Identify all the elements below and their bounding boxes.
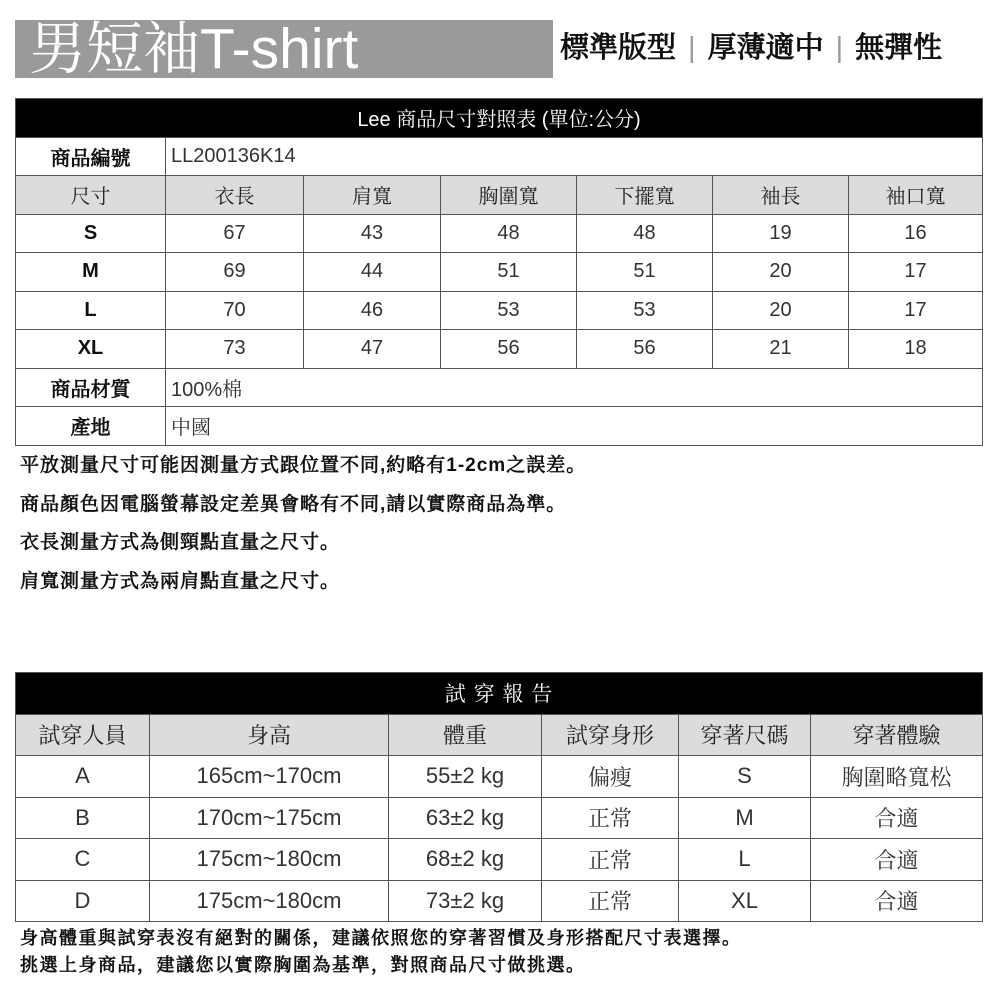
shoulder-value: 46 [304, 292, 440, 330]
sleeve-length-value: 19 [713, 215, 848, 253]
tester-value: B [16, 798, 149, 839]
weight-value: 73±2 kg [389, 881, 541, 922]
size-label: XL [16, 330, 165, 368]
shoulder-value: 43 [304, 215, 440, 253]
column-header-fit-experience: 穿著體驗 [811, 715, 982, 756]
column-header-length: 衣長 [166, 176, 303, 214]
cuff-value: 18 [849, 330, 982, 368]
height-value: 170cm~175cm [150, 798, 388, 839]
sleeve-length-value: 20 [713, 292, 848, 330]
body-type-value: 正常 [542, 839, 678, 880]
column-header-height: 身高 [150, 715, 388, 756]
fit-experience-value: 胸圍略寬松 [811, 756, 982, 797]
weight-value: 68±2 kg [389, 839, 541, 880]
origin-label: 產地 [16, 407, 165, 445]
size-notes [20, 447, 586, 602]
height-value: 165cm~170cm [150, 756, 388, 797]
size-note: 商品顏色因電腦螢幕設定差異會略有不同,請以實際商品為準。 [20, 493, 567, 515]
height-value: 175cm~180cm [150, 881, 388, 922]
size-worn-value: XL [679, 881, 810, 922]
length-value: 73 [166, 330, 303, 368]
fit-experience-value: 合適 [811, 839, 982, 880]
size-worn-value: M [679, 798, 810, 839]
chest-value: 48 [441, 215, 576, 253]
size-chart-table [15, 98, 983, 446]
chest-value: 56 [441, 330, 576, 368]
length-value: 67 [166, 215, 303, 253]
size-worn-value: L [679, 839, 810, 880]
size-worn-value: S [679, 756, 810, 797]
chest-value: 53 [441, 292, 576, 330]
origin-value: 中國 [166, 407, 982, 445]
feature-fit: 標準版型 [560, 32, 677, 64]
fit-note: 挑選上身商品，建議您以實際胸圍為基準，對照商品尺寸做挑選。 [20, 955, 586, 975]
length-value: 70 [166, 292, 303, 330]
body-type-value: 正常 [542, 798, 678, 839]
fit-report-table [15, 672, 983, 922]
tester-value: A [16, 756, 149, 797]
length-value: 69 [166, 253, 303, 291]
tester-value: C [16, 839, 149, 880]
hem-value: 56 [577, 330, 712, 368]
cuff-value: 17 [849, 292, 982, 330]
feature-tags [560, 26, 942, 70]
fit-experience-value: 合適 [811, 798, 982, 839]
separator: | [835, 32, 844, 64]
sleeve-length-value: 21 [713, 330, 848, 368]
size-note: 平放測量尺寸可能因測量方式跟位置不同,約略有1-2cm之誤差。 [20, 455, 587, 476]
size-note: 肩寬測量方式為兩肩點直量之尺寸。 [20, 571, 341, 593]
hem-value: 51 [577, 253, 712, 291]
fit-experience-value: 合適 [811, 881, 982, 922]
fit-notes [20, 925, 742, 979]
body-type-value: 偏瘦 [542, 756, 678, 797]
cuff-value: 16 [849, 215, 982, 253]
feature-stretch: 無彈性 [855, 32, 943, 64]
fit-note: 身高體重與試穿表沒有絕對的關係，建議依照您的穿著習慣及身形搭配尺寸表選擇。 [20, 928, 742, 948]
column-header-sleeve-length: 袖長 [713, 176, 848, 214]
product-code-label: 商品編號 [16, 138, 165, 176]
tester-value: D [16, 881, 149, 922]
weight-value: 63±2 kg [389, 798, 541, 839]
hem-value: 48 [577, 215, 712, 253]
column-header-chest: 胸圍寬 [441, 176, 576, 214]
shoulder-value: 47 [304, 330, 440, 368]
separator: | [688, 32, 696, 64]
material-value: 100%棉 [166, 369, 982, 407]
column-header-hem: 下擺寬 [577, 176, 712, 214]
fit-report-title: 試 穿 報 告 [16, 673, 982, 714]
body-type-value: 正常 [542, 881, 678, 922]
material-label: 商品材質 [16, 369, 165, 407]
cuff-value: 17 [849, 253, 982, 291]
column-header-cuff: 袖口寬 [849, 176, 982, 214]
size-label: S [16, 215, 165, 253]
size-chart-title: Lee 商品尺寸對照表 (單位:公分) [16, 99, 982, 137]
column-header-weight: 體重 [389, 715, 541, 756]
product-title: 男短袖T-shirt [15, 20, 553, 78]
column-header-shoulder: 肩寬 [304, 176, 440, 214]
chest-value: 51 [441, 253, 576, 291]
height-value: 175cm~180cm [150, 839, 388, 880]
weight-value: 55±2 kg [389, 756, 541, 797]
column-header-tester: 試穿人員 [16, 715, 149, 756]
column-header-size-worn: 穿著尺碼 [679, 715, 810, 756]
product-code-value: LL200136K14 [166, 138, 982, 176]
size-label: L [16, 292, 165, 330]
hem-value: 53 [577, 292, 712, 330]
feature-thickness: 厚薄適中 [707, 32, 824, 64]
column-header-body-type: 試穿身形 [542, 715, 678, 756]
sleeve-length-value: 20 [713, 253, 848, 291]
shoulder-value: 44 [304, 253, 440, 291]
column-header-size: 尺寸 [16, 176, 165, 214]
size-label: M [16, 253, 165, 291]
size-note: 衣長測量方式為側頸點直量之尺寸。 [20, 532, 341, 554]
